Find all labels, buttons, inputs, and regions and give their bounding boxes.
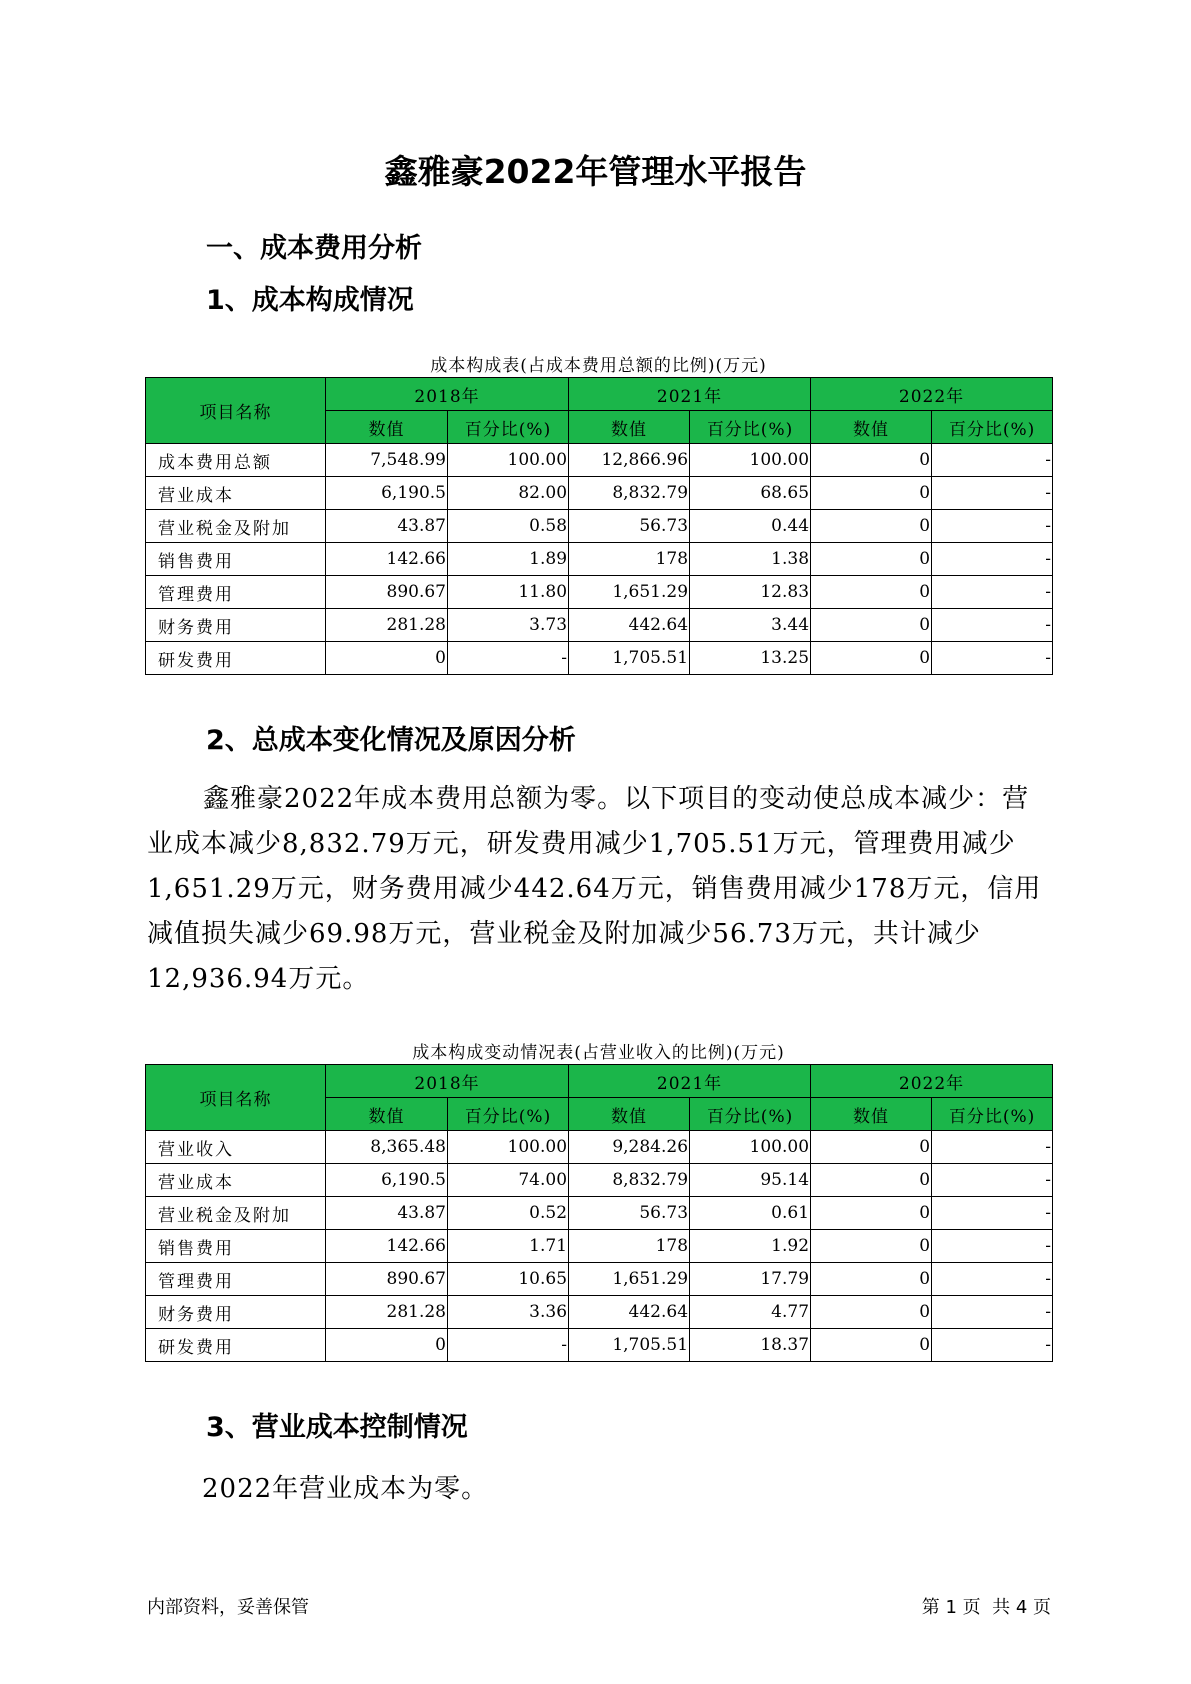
table-cell: 3.44: [690, 609, 811, 642]
table-cell: 6,190.5: [326, 1164, 448, 1197]
table-cell: 8,365.48: [326, 1131, 448, 1164]
table-cell: 56.73: [569, 510, 690, 543]
table-cell: 0: [811, 1197, 932, 1230]
table-cell: 0: [811, 642, 932, 675]
table2-header-year: 2018年: [326, 1065, 569, 1098]
table-cell: 442.64: [569, 609, 690, 642]
table2-subheader: 数值: [811, 1098, 932, 1131]
table-cell: 3.36: [448, 1296, 569, 1329]
row-label: 销售费用: [146, 1230, 326, 1263]
analysis-paragraph: 鑫雅豪2022年成本费用总额为零。以下项目的变动使总成本减少：营业成本减少8,832.79万元，研发费用减少1,705.51万元，管理费用减少1,651.29万元，财务费用减少442.64万元，销售费用减少178万元，信用减值损失减少69.98万元，营业税金及附加减少56.73万元，共计减少12,936.94万元。: [147, 784, 1042, 994]
table-cell: 0: [326, 642, 448, 675]
table-cell: 0: [811, 1230, 932, 1263]
table-cell: -: [448, 1329, 569, 1362]
table2-subheader: 百分比(%): [690, 1098, 811, 1131]
table1-subheader: 数值: [569, 411, 690, 444]
row-label: 营业税金及附加: [146, 510, 326, 543]
table1-subheader: 百分比(%): [448, 411, 569, 444]
table-row: [146, 1329, 1053, 1362]
table-cell: 7,548.99: [326, 444, 448, 477]
table2-header-year: 2022年: [811, 1065, 1053, 1098]
table-cell: 68.65: [690, 477, 811, 510]
table-cell: 3.73: [448, 609, 569, 642]
table-cell: 9,284.26: [569, 1131, 690, 1164]
table-cell: -: [932, 609, 1053, 642]
table-cell: 0.44: [690, 510, 811, 543]
table1-subheader: 百分比(%): [690, 411, 811, 444]
table-cell: 1.89: [448, 543, 569, 576]
table-cell: -: [932, 1164, 1053, 1197]
table-cell: 4.77: [690, 1296, 811, 1329]
page-title: 鑫雅豪2022年管理水平报告: [384, 152, 807, 191]
table-cell: 11.80: [448, 576, 569, 609]
table-cell: 1,705.51: [569, 1329, 690, 1362]
row-label: 营业税金及附加: [146, 1197, 326, 1230]
table-cell: 0: [811, 1329, 932, 1362]
table-cell: 281.28: [326, 609, 448, 642]
table-cell: -: [932, 444, 1053, 477]
row-label: 财务费用: [146, 1296, 326, 1329]
table-cell: 8,832.79: [569, 477, 690, 510]
table1-caption: 成本构成表(占成本费用总额的比例)(万元): [430, 356, 767, 376]
row-label: 研发费用: [146, 642, 326, 675]
table-cell: 95.14: [690, 1164, 811, 1197]
table1-header-year: 2021年: [569, 378, 811, 411]
row-label: 成本费用总额: [146, 444, 326, 477]
table-cell: -: [932, 642, 1053, 675]
table-cell: -: [932, 1263, 1053, 1296]
table-row: [146, 1131, 1053, 1164]
table-cell: 0: [811, 1131, 932, 1164]
table-cell: 18.37: [690, 1329, 811, 1362]
table-cell: 178: [569, 543, 690, 576]
row-label: 营业成本: [146, 1164, 326, 1197]
table-cell: 281.28: [326, 1296, 448, 1329]
table-cell: 1.38: [690, 543, 811, 576]
table-cell: 74.00: [448, 1164, 569, 1197]
table2-subheader: 数值: [569, 1098, 690, 1131]
table-cell: 1,651.29: [569, 1263, 690, 1296]
table2-body: [146, 1131, 1053, 1362]
table-cell: -: [932, 576, 1053, 609]
table-cell: 142.66: [326, 1230, 448, 1263]
table-row: [146, 1230, 1053, 1263]
cost-structure-table: [145, 377, 1053, 675]
table-cell: 43.87: [326, 1197, 448, 1230]
table2-subheader: 百分比(%): [448, 1098, 569, 1131]
conclusion-text: 2022年营业成本为零。: [202, 1474, 489, 1504]
table-cell: -: [448, 642, 569, 675]
table1-header-year: 2018年: [326, 378, 569, 411]
table-cell: -: [932, 510, 1053, 543]
table-cell: -: [932, 1197, 1053, 1230]
table-cell: 178: [569, 1230, 690, 1263]
table-cell: 100.00: [690, 1131, 811, 1164]
table1-header-year: 2022年: [811, 378, 1053, 411]
table-cell: 1,705.51: [569, 642, 690, 675]
table2-caption: 成本构成变动情况表(占营业收入的比例)(万元): [412, 1043, 785, 1063]
table-cell: -: [932, 477, 1053, 510]
footer-page-number: 第 1 页 共 4 页: [921, 1597, 1051, 1618]
table-cell: 0: [811, 477, 932, 510]
table2-subheader: 百分比(%): [932, 1098, 1053, 1131]
table-cell: -: [932, 1131, 1053, 1164]
table-row: [146, 1164, 1053, 1197]
table-cell: 12,866.96: [569, 444, 690, 477]
table-cell: 1.71: [448, 1230, 569, 1263]
table-cell: 82.00: [448, 477, 569, 510]
table-cell: 0.61: [690, 1197, 811, 1230]
table2-header-year: 2021年: [569, 1065, 811, 1098]
table-cell: 13.25: [690, 642, 811, 675]
table1-subheader: 数值: [326, 411, 448, 444]
table-cell: -: [932, 1230, 1053, 1263]
subsection-heading-total-cost-change: 2、总成本变化情况及原因分析: [206, 725, 576, 756]
row-label: 财务费用: [146, 609, 326, 642]
table-cell: 56.73: [569, 1197, 690, 1230]
table-cell: 0: [326, 1329, 448, 1362]
table-cell: 890.67: [326, 576, 448, 609]
table-cell: 0: [811, 1296, 932, 1329]
table-cell: 0: [811, 1263, 932, 1296]
table-cell: 0: [811, 576, 932, 609]
table-row: [146, 609, 1053, 642]
table-row: [146, 1197, 1053, 1230]
table-cell: 0: [811, 1164, 932, 1197]
table-cell: -: [932, 543, 1053, 576]
table1-header-name: 项目名称: [146, 378, 326, 444]
table-cell: 12.83: [690, 576, 811, 609]
table-cell: 0: [811, 444, 932, 477]
table-cell: 10.65: [448, 1263, 569, 1296]
row-label: 研发费用: [146, 1329, 326, 1362]
table-cell: -: [932, 1329, 1053, 1362]
table-cell: 0: [811, 543, 932, 576]
row-label: 管理费用: [146, 1263, 326, 1296]
table-cell: 43.87: [326, 510, 448, 543]
table-row: [146, 510, 1053, 543]
table-cell: 6,190.5: [326, 477, 448, 510]
table-cell: 17.79: [690, 1263, 811, 1296]
table-cell: 100.00: [690, 444, 811, 477]
table-cell: 1,651.29: [569, 576, 690, 609]
table-row: [146, 444, 1053, 477]
table2-subheader: 数值: [326, 1098, 448, 1131]
table1-subheader: 百分比(%): [932, 411, 1053, 444]
section-heading-cost-analysis: 一、成本费用分析: [206, 233, 422, 264]
table-row: [146, 477, 1053, 510]
row-label: 管理费用: [146, 576, 326, 609]
table-cell: 100.00: [448, 1131, 569, 1164]
row-label: 营业成本: [146, 477, 326, 510]
subsection-heading-cost-structure: 1、成本构成情况: [206, 285, 414, 316]
table1-subheader: 数值: [811, 411, 932, 444]
table-cell: 142.66: [326, 543, 448, 576]
table-row: [146, 1296, 1053, 1329]
row-label: 销售费用: [146, 543, 326, 576]
cost-change-table: [145, 1064, 1053, 1362]
table-row: [146, 576, 1053, 609]
table1-body: [146, 444, 1053, 675]
table-row: [146, 642, 1053, 675]
table-cell: 100.00: [448, 444, 569, 477]
row-label: 营业收入: [146, 1131, 326, 1164]
table-cell: 1.92: [690, 1230, 811, 1263]
table-cell: 0: [811, 609, 932, 642]
table-row: [146, 543, 1053, 576]
table2-header-name: 项目名称: [146, 1065, 326, 1131]
table-cell: 442.64: [569, 1296, 690, 1329]
table-cell: 8,832.79: [569, 1164, 690, 1197]
table-cell: 0.58: [448, 510, 569, 543]
table-cell: 890.67: [326, 1263, 448, 1296]
footer-confidential-note: 内部资料，妥善保管: [147, 1597, 309, 1618]
table-cell: -: [932, 1296, 1053, 1329]
subsection-heading-operating-cost-control: 3、营业成本控制情况: [206, 1412, 468, 1443]
table-cell: 0.52: [448, 1197, 569, 1230]
table-cell: 0: [811, 510, 932, 543]
table-row: [146, 1263, 1053, 1296]
